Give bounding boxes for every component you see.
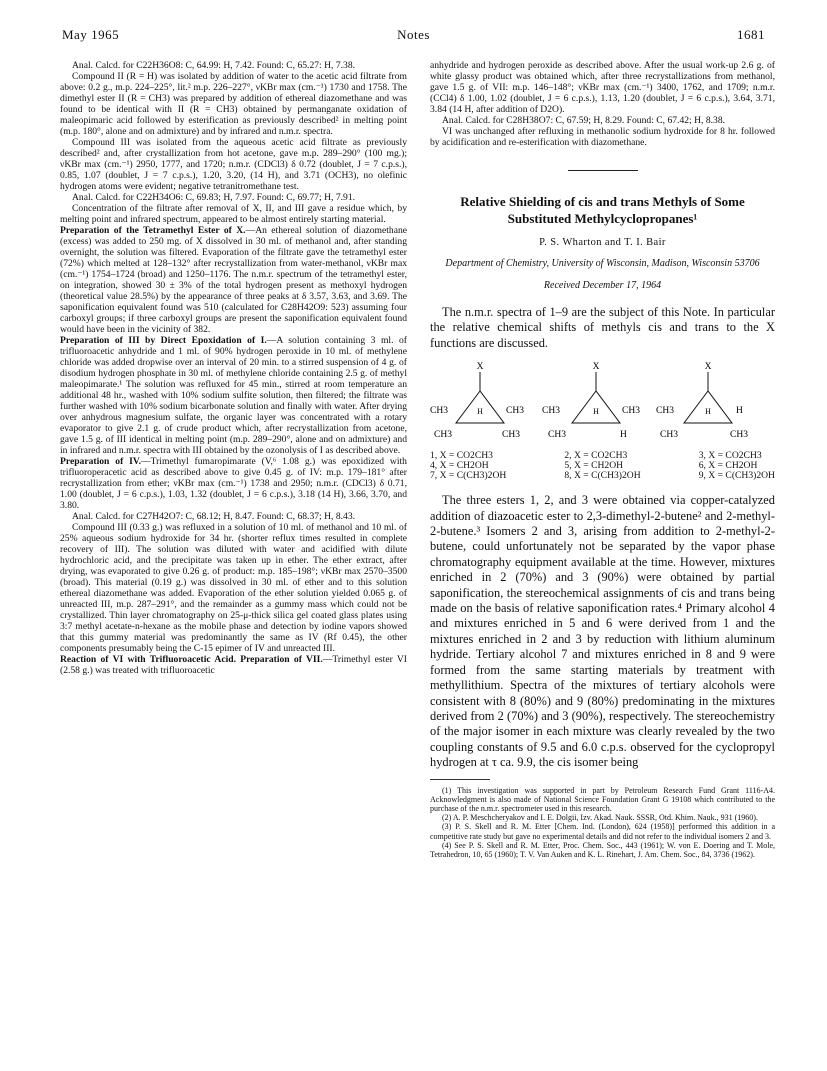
paragraph: Compound III was isolated from the aqueous acetic acid filtrate as previously described² and, after crystallization from hot acetone, gave m.p. 289–290° (100 mg.); νKBr max (cm.⁻¹) 2950, 1777, and 1720; n.m.r. (CDCl3) δ 0.72 (doublet, J = 7 c.p.s.), 0.85, 1.07 (doublet, J = 7 c.p.s.), 1.20, 3.20, (14 H), and 3.71 (OCH3), no olefinic hydrogen atoms were evident; negative tetranitromethane test.	[60, 137, 407, 192]
x-label: X	[592, 362, 600, 373]
label-group	[564, 451, 640, 481]
structure-3	[656, 362, 748, 440]
section-divider	[568, 170, 638, 171]
paragraph: Compound II (R = H) was isolated by addition of water to the acetic acid filtrate from above: 0.2 g., m.p. 224–225°, lit.² m.p. 226–227°, νKBr max (cm.⁻¹) 1730 and 1758. The dimethyl ester II (R = CH3) was prepared by addition of ethereal diazomethane and was found to be identical with II (R = CH3) obtained by permanganate oxidation of maleopimaric acid followed by esterification as previously described² in melting point (m.p. 180°, alone and on admixture) and by infrared and n.m.r. spectra.	[60, 71, 407, 137]
compound-label: 9, X = C(CH3)2OH	[698, 470, 775, 482]
x-label: X	[476, 362, 484, 373]
page-header	[62, 27, 765, 47]
section-text: —A solution containing 3 ml. of trifluoroacetic anhydride and 1 ml. of 90% hydrogen peroxide in 10 ml. of methylene chloride was added dropwise over an interval of 20 min. to a stirred suspension of 4 g. of disodium hydrogen phosphate in 30 ml. of methylene chloride containing 2.5 g. of methyl maleopimarate.¹ The solution was refluxed for 45 min., stirred at room temperature an additional 48 hr., washed with 10% sodium sulfite solution, then filtered; the filtrate was further washed with 10% sodium bicarbonate solution and finally with water. After drying over anhydrous magnesium sulfate, the organic layer was concentrated with a rotary evaporator to give 2.1 g. of crude product which, after recrystallization from acetone, gave 1.5 g. of III identical in melting point (m.p. 289–290°, alone and on admixture) and in infrared and n.m.r. spectra with III obtained by the ozonolysis of I as described above.	[60, 335, 407, 456]
sub-lr: H	[620, 430, 627, 441]
received-date: Received December 17, 1964	[543, 280, 662, 291]
header-section: Notes	[397, 27, 430, 42]
section-heading: Reaction of VI with Trifluoroacetic Acid. Preparation of VII.	[60, 654, 323, 665]
sub-lr: CH3	[502, 430, 520, 441]
sub-ll: CH3	[660, 430, 678, 441]
compound-label: 6, X = CH2OH	[698, 460, 758, 472]
body-paragraph: The three esters 1, 2, and 3 were obtained via copper-catalyzed addition of diazoacetic ester to 2,3-dimethyl-2-butene² and 2-methyl-2-butene.³ Isomers 2 and 3, arising from addition to 2-methyl-2-butene, could unfortunately not be separated by the vapor phase chromatography equipment available at the time. However, mixtures enriched in 2 (70%) and 3 (90%) were obtained by partial saponification, the stereochemical assignments of cis and trans being made on the basis of relative saponification rates.⁴ Primary alcohol 4 and mixtures enriched in 5 and 6 were derived from 1 and the mixtures enriched in 2 and 3 by reduction with lithium aluminum hydride. Tertiary alcohol 7 and mixtures enriched in 8 and 9 were formed from the same starting materials by treatment with methyllithium. Spectra of the mixtures of tertiary alcohols were consistent with 8 (80%) and 9 (80%) predominating in the mixtures derived from 2 (70%) and 3 (90%), respectively. The stereochemistry of the major isomer in each mixture was clearly revealed by the two coupling constants of 9.5 and 6.0 c.p.s. observed for the cyclopropyl hydrogen at τ ca. 9.9, the cis isomer being	[430, 493, 775, 770]
compound-label: 3, X = CO2CH3	[698, 450, 762, 462]
paragraph: Concentration of the filtrate after removal of X, II, and III gave a residue which, by melting point and infrared spectrum, appeared to be almost entirely starting material.	[60, 203, 407, 225]
ring-h-label: H	[593, 407, 599, 417]
footnote-rule	[430, 779, 490, 780]
label-group	[430, 451, 506, 481]
structure-figure	[430, 357, 775, 449]
paragraph: Anal. Calcd. for C22H34O6: C, 69.83; H, 7.97. Found: C, 69.77; H, 7.91.	[72, 192, 356, 203]
compound-label: 1, X = CO2CH3	[430, 450, 493, 462]
compound-label: 8, X = C(CH3)2OH	[564, 470, 641, 482]
section-text: —Trimethyl ester VI (2.58 g.) was treated with trifluoroacetic	[60, 654, 407, 676]
article-title: Relative Shielding of cis and trans Methyls of Some Substituted Methylcyclopropanes¹	[460, 194, 745, 226]
structure-1	[430, 362, 524, 440]
intro-paragraph: The n.m.r. spectra of 1–9 are the subject of this Note. In particular the relative chemical shifts of methyls cis and trans to the X functions are discussed.	[430, 305, 775, 350]
paragraph: Anal. Calcd. for C28H38O7: C, 67.59; H, 8.29. Found: C, 67.42; H, 8.38.	[442, 115, 726, 126]
compound-labels	[430, 451, 775, 481]
right-column	[430, 60, 775, 859]
label-group	[699, 451, 775, 481]
article-affiliation: Department of Chemistry, University of Wisconsin, Madison, Wisconsin 53706	[445, 258, 760, 269]
article-authors: P. S. Wharton and T. I. Bair	[539, 237, 666, 248]
ring-h-label: H	[477, 407, 483, 417]
page-number: 1681	[737, 27, 765, 42]
paragraph: anhydride and hydrogen peroxide as described above. After the usual work-up 2.6 g. of white glassy product was obtained which, after three recrystallizations from methanol, gave 1.5 g. of VII: m.p. 146–148°; νKBr max (cm.⁻¹) 3400, 1762, and 1709; n.m.r. (CCl4) δ 1.00, 1.02 (doublet, J = 6 c.p.s.), 1.13, 1.20 (doublet, J = 6 c.p.s.), 3.64, 3.71, 3.84 (14 H, after addition of D2O).	[430, 60, 775, 115]
section-text: —Trimethyl fumaropimarate (V,⁶ 1.08 g.) was epoxidized with trifluoroperacetic acid as described above to give 0.45 g. of IV: m.p. 179–181° after recrystallization from ether; νKBr max (cm.⁻¹) 1738 and 2950; n.m.r. (CDCl3) δ 0.71, 1.00 (doublet, J = 6 c.p.s.), 1.03, 1.32 (doublet, J = 6 c.p.s.), 3.18 (14 H), 3.66, 3.70, and 3.80.	[60, 456, 407, 511]
sub-ul: CH3	[430, 406, 448, 417]
sub-ur: CH3	[506, 406, 524, 417]
header-date: May 1965	[62, 27, 120, 42]
section-heading: Preparation of IV.	[60, 456, 141, 467]
sub-ur: H	[736, 406, 743, 417]
paragraph: Compound III (0.33 g.) was refluxed in a solution of 10 ml. of methanol and 10 ml. of 25% aqueous sodium hydroxide for 34 hr. (shorter reflux times resulted in complete recovery of III). The solution was diluted with water and acidified with dilute hydrochloric acid, and the precipitate was taken up in ether. The ether extract, after drying, was evaporated to give 0.26 g. of product: m.p. 185–198°; νKBr max 2570–3500 (broad). This material (0.19 g.) was dissolved in 30 ml. of ether and to this solution ethereal diazomethane was added. Evaporation of the ether solution yielded 0.065 g. of unreacted III, m.p. 287–291°, and the remainder as a gummy mass which could not be crystallized. Thin layer chromatography on 25-μ-thick silica gel coated glass plates using 3:7 methyl acetate-n-hexane as the mobile phase and detection by iodine vapors showed that this gummy material was predominantly the same as IV (Rf 0.45), the other components presumably being the C-15 epimer of IV and unreacted III.	[60, 522, 407, 654]
footnote: (1) This investigation was supported in part by Petroleum Research Fund Grant 1116-A4. Acknowledgment is also made of National Science Foundation Grant G 19108 which contributed to the purchase of the n.m.r. spectrometer used in this research.	[430, 785, 775, 813]
paragraph: Anal. Calcd. for C22H36O8: C, 64.99: H, 7.42. Found: C, 65.27: H, 7.38.	[72, 60, 356, 71]
compound-label: 5, X = CH2OH	[564, 460, 624, 472]
compound-label: 7, X = C(CH3)2OH	[430, 470, 507, 482]
section-text: —An ethereal solution of diazomethane (excess) was added to 250 mg. of X dissolved in 30 ml. of methanol and, after standing overnight, the solution was filtered. Evaporation of the filtrate gave the tetramethyl ester (72%) which melted at 128–132° after recrystallization from water-methanol, νKBr max (cm.⁻¹) 1754–1724 (broad) and 1250–1176. The n.m.r. spectrum of the tetramethyl ester, on integration, showed 30 ± 3% of the total hydrogen present as methoxyl hydrogen (theoretical value 28.5%) by the appearance of three peaks at δ 3.57, 3.63, and 3.69. The saponification equivalent found was 510 (calculated for C28H42O9: 523) assuming four carboxyl groups; if three carboxyl groups are present the saponification equivalent found would have been in the vicinity of 382.	[60, 225, 408, 335]
structure-2	[542, 362, 640, 440]
left-column	[60, 60, 407, 676]
paragraph: VI was unchanged after refluxing in methanolic sodium hydroxide for 8 hr. followed by acidification and re-esterification with diazomethane.	[430, 126, 775, 148]
footnote: (3) P. S. Skell and R. M. Etter [Chem. Ind. (London), 624 (1958)] performed this addition in a competitive rate study but gave no experimental details and did not refer to the individual isomers 2 and 3.	[430, 822, 775, 841]
footnote: (4) See P. S. Skell and R. M. Etter, Proc. Chem. Soc., 443 (1961); W. von E. Doering and T. Mole, Tetrahedron, 10, 65 (1960); T. V. Van Auken and K. L. Rinehart, J. Am. Chem. Soc., 84, 3736 (1962).	[430, 840, 775, 859]
sub-ul: CH3	[656, 406, 674, 417]
section-heading: Preparation of III by Direct Epoxidation of I.	[60, 335, 267, 346]
footnote: (2) A. P. Meschcheryakov and I. E. Dolgii, Izv. Akad. Nauk. SSSR, Otd. Khim. Nauk., 931 (1960).	[442, 813, 758, 823]
compound-label: 2, X = CO2CH3	[564, 450, 628, 462]
sub-ll: CH3	[548, 430, 566, 441]
sub-lr: CH3	[730, 430, 748, 441]
compound-label: 4, X = CH2OH	[430, 460, 489, 472]
section-heading: Preparation of the Tetramethyl Ester of X.	[60, 225, 246, 236]
sub-ll: CH3	[434, 430, 452, 441]
sub-ur: CH3	[622, 406, 640, 417]
sub-ul: CH3	[542, 406, 560, 417]
x-label: X	[704, 362, 712, 373]
cyclopropane-structures	[430, 357, 775, 449]
ring-h-label: H	[705, 407, 711, 417]
paragraph: Anal. Calcd. for C27H42O7: C, 68.12; H, 8.47. Found: C, 68.37; H, 8.43.	[72, 511, 356, 522]
